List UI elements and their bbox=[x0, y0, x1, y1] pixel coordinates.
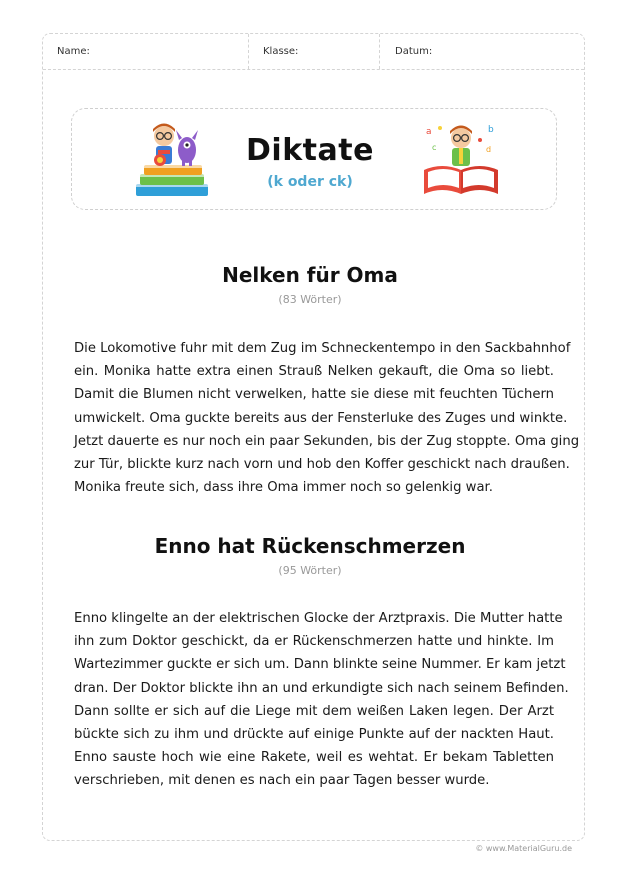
worksheet-title: Diktate bbox=[246, 133, 374, 168]
text-line: bückte sich zu ihm und drückte auf einige Punkte auf der nackten Haut. bbox=[74, 727, 554, 743]
text-line: Monika freute sich, dass ihre Oma immer noch so gelenkig war. bbox=[74, 480, 493, 496]
story-title: Nelken für Oma bbox=[222, 263, 398, 287]
text-line: Jetzt dauerte es nur noch ein paar Sekunden, bis der Zug stoppte. Oma ging bbox=[74, 433, 580, 449]
student-info-row bbox=[43, 34, 584, 70]
divider bbox=[379, 34, 380, 69]
text-line: Die Lokomotive fuhr mit dem Zug im Schneckentempo in den Sackbahnhof bbox=[74, 341, 571, 356]
text-line: zur Tür, blickte kurz nach vorn und hob den Koffer geschickt nach draußen. bbox=[74, 457, 570, 473]
text-line: Damit die Blumen nicht verwelken, hatte sie diese mit feuchten Tüchern bbox=[74, 387, 554, 403]
svg-text:a: a bbox=[426, 127, 432, 137]
copyright-footer: © www.MaterialGuru.de bbox=[475, 844, 572, 853]
svg-text:c: c bbox=[432, 143, 437, 152]
story-text bbox=[74, 337, 580, 499]
svg-text:d: d bbox=[486, 145, 492, 154]
date-label: Datum: bbox=[395, 46, 433, 57]
text-line: umwickelt. Oma guckte bereits aus der Fensterluke des Zuges und winkte. bbox=[74, 410, 568, 426]
story-text bbox=[74, 607, 569, 793]
story-title: Enno hat Rückenschmerzen bbox=[154, 534, 466, 558]
text-line: Dann sollte er sich auf die Liege mit dem weißen Laken legen. Der Arzt bbox=[74, 703, 554, 719]
divider bbox=[248, 34, 249, 69]
worksheet-subtitle: (k oder ck) bbox=[267, 174, 353, 190]
word-count: (95 Wörter) bbox=[278, 564, 342, 577]
text-line: verschrieben, mit denen es nach ein paar Tagen besser wurde. bbox=[74, 773, 490, 789]
word-count: (83 Wörter) bbox=[278, 293, 342, 306]
text-line: Wartezimmer guckte er sich um. Dann blinkte seine Nummer. Er kam jetzt bbox=[74, 657, 566, 673]
class-label: Klasse: bbox=[263, 46, 299, 57]
svg-text:b: b bbox=[488, 125, 494, 135]
text-line: dran. Der Doktor blickte ihn an und erkundigte sich nach seinem Befinden. bbox=[74, 680, 569, 696]
text-line: Enno klingelte an der elektrischen Glocke der Arztpraxis. Die Mutter hatte bbox=[74, 611, 563, 626]
text-line: ihn zum Doktor geschickt, da er Rückenschmerzen hatte und hinkte. Im bbox=[74, 634, 554, 650]
name-label: Name: bbox=[57, 46, 90, 57]
text-line: Enno sauste hoch wie eine Rakete, weil es wehtat. Er bekam Tabletten bbox=[74, 750, 554, 766]
text-line: ein. Monika hatte extra einen Strauß Nelken gekauft, die Oma so liebt. bbox=[74, 364, 554, 380]
